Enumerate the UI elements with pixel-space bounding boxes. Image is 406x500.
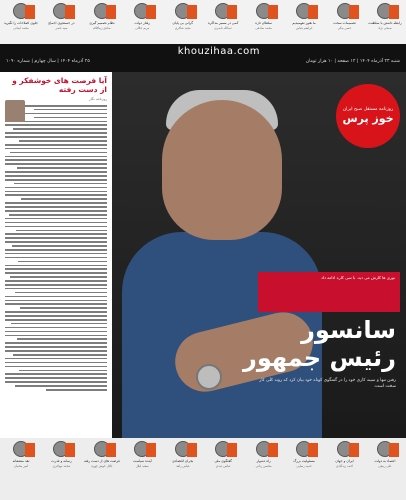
columnist-card[interactable]: [205, 0, 241, 44]
watch-icon: [196, 364, 222, 390]
accent-bar: [389, 5, 399, 19]
columnist-caption: مسئولیت بزرگ: [293, 459, 315, 463]
accent-bar: [187, 5, 197, 19]
columnist-byline: احمد زیدآبادی: [335, 464, 354, 469]
cover-photo: [112, 72, 406, 438]
columnist-byline: سعید لیلاز: [136, 464, 149, 469]
badge-title: خوز پرس: [342, 112, 394, 126]
columnist-card[interactable]: [327, 438, 363, 500]
columnist-caption: فرصت های از دست رفته: [83, 459, 120, 463]
columnist-byline: صادق زیباکلام: [93, 26, 111, 31]
bottom-columnist-strip: [0, 438, 406, 500]
columnist-caption: نقد منصفانه: [12, 459, 30, 463]
columnist-caption: ایران و جهان: [335, 459, 354, 463]
columnist-caption: رابطه داشتن با سلطنت: [368, 21, 402, 25]
cover-blurb: رفتن تنها و سینه کاری خود را در گفتگوی کوتاه خود بیان کرد که روند کلی کار سخت است.: [259, 378, 396, 389]
columnist-card[interactable]: [246, 0, 282, 44]
columnist-card[interactable]: [367, 0, 403, 44]
cover-caption-box: [258, 272, 400, 312]
cover-caption: نوری ها کارش می دید. با سی کاره ادامه داد: [321, 275, 395, 280]
columnist-byline: سید ناصر: [55, 26, 68, 31]
accent-bar: [187, 443, 197, 457]
side-column: [0, 72, 112, 438]
columnist-card[interactable]: [3, 438, 39, 500]
columnist-card[interactable]: [43, 438, 79, 500]
accent-bar: [106, 5, 116, 19]
accent-bar: [389, 443, 399, 457]
columnist-byline: محسن رنانی: [255, 464, 272, 469]
columnist-caption: سلطان تازه: [255, 21, 272, 25]
columnist-caption: رسانه و قدرت: [51, 459, 72, 463]
accent-bar: [268, 5, 278, 19]
columnist-card[interactable]: [327, 0, 363, 44]
columnist-byline: فیاض زاهد: [176, 464, 190, 469]
headline-line-1: سانسور: [301, 316, 396, 344]
accent-bar: [349, 5, 359, 19]
article-body: [5, 105, 107, 391]
columnist-card[interactable]: [205, 438, 241, 500]
columnist-byline: امیر محبیان: [13, 464, 29, 469]
columnist-byline: علی ربیعی: [378, 464, 392, 469]
columnist-card[interactable]: [286, 0, 322, 44]
columnist-byline: مریم جلالی: [135, 26, 150, 31]
accent-bar: [227, 5, 237, 19]
columnist-byline: صبحی نژاد: [378, 26, 392, 31]
cover-headline[interactable]: [243, 316, 396, 372]
side-column-headline[interactable]: آیا فرصت های خوشفکر و از دست رفته: [12, 76, 107, 94]
accent-bar: [25, 5, 35, 19]
accent-bar: [227, 443, 237, 457]
top-columnist-strip: [0, 0, 406, 44]
columnist-byline: محمد صادقی: [255, 26, 272, 31]
columnist-byline: محمد ایمانی: [13, 26, 29, 31]
columnist-card[interactable]: [84, 438, 120, 500]
accent-bar: [308, 443, 318, 457]
accent-bar: [106, 443, 116, 457]
columnist-card[interactable]: [124, 438, 160, 500]
columnist-caption: اعتماد به دولت: [374, 459, 396, 463]
headline-line-2: رئیس جمهور: [243, 344, 396, 372]
columnist-card[interactable]: [124, 0, 160, 44]
badge-subtitle: روزنامه مستقل صبح ایران: [342, 106, 394, 112]
accent-bar: [65, 443, 75, 457]
issue-info-right: شنبه ۲۳ آذرماه ۱۴۰۴ | ۱۲ صفحه | ۱۰ هزار تومان: [305, 59, 400, 64]
columnist-caption: کمی در مسیر مذاکره: [208, 21, 239, 25]
columnist-card[interactable]: [3, 0, 39, 44]
columnist-byline: عباس عبدی: [215, 464, 231, 469]
accent-bar: [308, 5, 318, 19]
columnist-caption: آینده سیاست: [133, 459, 152, 463]
columnist-card[interactable]: [84, 0, 120, 44]
columnist-caption: نظام تصمیم گیری: [89, 21, 115, 25]
columnist-caption: رفتار دولت: [134, 21, 151, 25]
columnist-byline: جلال خوش چهره: [91, 464, 113, 469]
columnist-byline: محمد مهاجری: [52, 464, 71, 469]
columnist-card[interactable]: [43, 0, 79, 44]
figure-face: [162, 100, 282, 240]
newspaper-logo-badge[interactable]: [336, 84, 400, 148]
columnist-card[interactable]: [367, 438, 403, 500]
issue-info: [0, 59, 406, 64]
columnist-byline: ابراهیم فیاض: [295, 26, 313, 31]
columnist-byline: حمید رسایی: [296, 464, 312, 469]
accent-bar: [349, 443, 359, 457]
columnist-caption: راه دشوار: [256, 459, 271, 463]
author-photo: [5, 100, 25, 122]
site-url[interactable]: khouzihaa.com: [177, 46, 260, 57]
columnist-caption: بحران اقتصادی: [172, 459, 194, 463]
columnist-card[interactable]: [165, 0, 201, 44]
side-column-byline: روزنامه نگار: [88, 97, 107, 101]
columnist-byline: حسن بیگی: [337, 26, 352, 31]
columnist-card[interactable]: [165, 438, 201, 500]
columnist-card[interactable]: [286, 438, 322, 500]
columnist-byline: عبدالله ناصری: [214, 26, 233, 31]
accent-bar: [146, 443, 156, 457]
accent-bar: [268, 443, 278, 457]
columnist-byline: مجید شاکری: [174, 26, 191, 31]
columnist-caption: تصمیمات سخت: [333, 21, 356, 25]
columnist-card[interactable]: [246, 438, 282, 500]
accent-bar: [25, 443, 35, 457]
issue-info-left: ۲۵ آذرماه ۱۴۰۴ | سال چهارم | شماره ۱۰۹۰: [6, 59, 90, 64]
columnist-caption: جلوی اصلاحات را نگیرید: [3, 21, 39, 25]
columnist-caption: گرانی بی پایان: [172, 21, 194, 25]
columnist-caption: گفتگوی ملی: [214, 459, 232, 463]
accent-bar: [146, 5, 156, 19]
columnist-caption: در جستجوی اجماع: [48, 21, 75, 25]
accent-bar: [65, 5, 75, 19]
masthead-bar: [0, 44, 406, 72]
columnist-caption: ما هنوز نفهمیدیم: [292, 21, 316, 25]
